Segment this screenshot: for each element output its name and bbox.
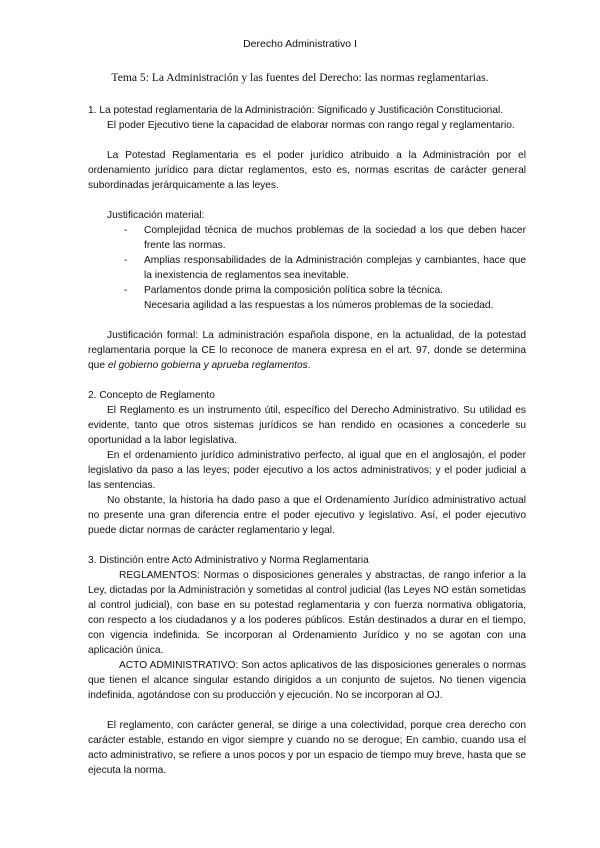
material-justification-list: [88, 223, 526, 298]
section-3-paragraph: ACTO ADMINISTRATIVO: Son actos aplicativos de las disposiciones generales o normas que tienen el alcance singular estando dirigidos a un conjunto de sujetos. No tienen vigencia indefinida, agotándose con su producción y ejecución. No se incorporan al OJ.: [88, 660, 526, 701]
material-justification-label: Justificación material:: [107, 210, 205, 221]
list-item: - Amplias responsabilidades de la Administración complejas y cambiantes, hace que la inexistencia de reglamentos sea inevitable.: [144, 253, 526, 283]
list-item: - Parlamentos donde prima la composición política sobre la técnica.: [144, 283, 526, 298]
document-body: [88, 103, 526, 778]
section-1-paragraph: El poder Ejecutivo tiene la capacidad de elaborar normas con rango regal y reglamentario.: [107, 120, 515, 131]
document-title: Tema 5: La Administración y las fuentes del Derecho: las normas reglamentarias.: [111, 71, 489, 84]
section-3-heading: 3. Distinción entre Acto Administrativo y Norma Reglamentaria: [88, 555, 369, 566]
section-2-heading: 2. Concepto de Reglamento: [88, 390, 215, 401]
section-2-paragraph: El Reglamento es un instrumento útil, específico del Derecho Administrativo. Su utilidad es evidente, tanto que otros sistemas jurídicos se han rendido en ocasiones a concederle su oportunidad a la labor legislativa.: [88, 405, 526, 446]
formal-text: Justificación formal: La administración española dispone, en la actualidad, de la potestad reglamentaria porque la CE lo reconoce de manera expresa en el art. 97, donde se determina que: [88, 330, 526, 371]
section-1-paragraph: La Potestad Reglamentaria es el poder jurídico atribuido a la Administración por el ordenamiento jurídico para dictar reglamentos, esto es, normas escritas de carácter general subordinadas jerárquicamente a las leyes.: [88, 150, 526, 191]
section-3-paragraph: El reglamento, con carácter general, se dirige a una colectividad, porque crea derecho con carácter estable, estando en vigor siempre y cuando no se derogue; En cambio, cuando usa el acto administrativo, se refiere a unos pocos y por un espacio de tiempo muy breve, hasta que se ejecuta la norma.: [88, 720, 526, 776]
list-item: - Complejidad técnica de muchos problemas de la sociedad a los que deben hacer frente las normas.: [144, 223, 526, 253]
section-2-paragraph: No obstante, la historia ha dado paso a que el Ordenamiento Jurídico administrativo actual no presente una gran diferencia entre el poder ejecutivo y legislativo. Así, el poder ejecutivo puede dictar normas de carácter reglamentario y legal.: [88, 495, 526, 536]
section-2-paragraph: En el ordenamiento jurídico administrativo perfecto, al igual que en el anglosajón, el poder legislativo da paso a las leyes; poder ejecutivo a los actos administrativos; y el poder judicial a las sentencias.: [88, 450, 526, 491]
list-continuation: Necesaria agilidad a las respuestas a los números problemas de la sociedad.: [144, 300, 494, 311]
formal-justification: Justificación formal: La administración española dispone, en la actualidad, de la potestad reglamentaria porque la CE lo reconoce de manera expresa en el art. 97, donde se determina que el gobierno gobierna y aprueba reglamentos.: [88, 330, 526, 371]
section-1-heading: 1. La potestad reglamentaria de la Administración: Significado y Justificación Constitucional.: [88, 105, 504, 116]
section-3-paragraph: REGLAMENTOS: Normas o disposiciones generales y abstractas, de rango inferior a la Ley, dictadas por la Administración y sometidas al control judicial (las Leyes NO están sometidas al control judicial), con base en su potestad reglamentaria y con fuerza normativa obligatoria, con respecto a los ciudadanos y a los poderes públicos. Están destinados a durar en el tiempo, con vigencia indefinida. Se incorporan al Ordenamiento Jurídico y no se agotan con una aplicación única.: [88, 570, 526, 656]
running-header: Derecho Administrativo I: [243, 38, 357, 50]
constitution-quote: el gobierno gobierna y aprueba reglamentos: [107, 360, 308, 371]
